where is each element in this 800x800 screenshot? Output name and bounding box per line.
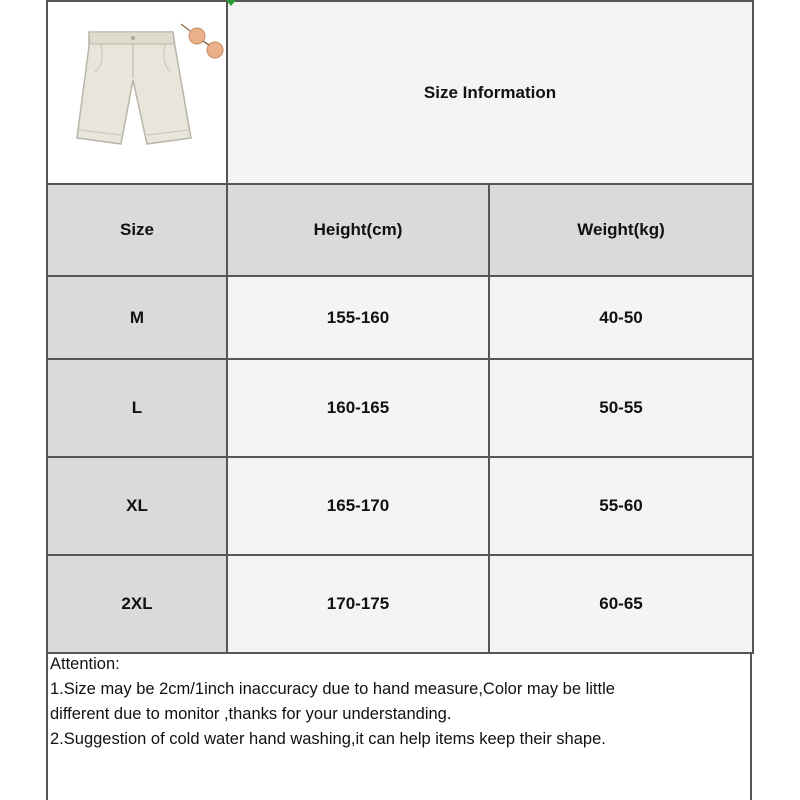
size-label: XL (47, 457, 227, 555)
weight-value: 50-55 (489, 359, 753, 457)
notes-line: different due to monitor ,thanks for your understanding. (50, 705, 452, 723)
column-header-height: Height(cm) (227, 184, 489, 276)
table-row (47, 555, 753, 653)
notes-line: 2.Suggestion of cold water hand washing,it can help items keep their shape. (50, 730, 606, 748)
column-header-size: Size (47, 184, 227, 276)
weight-value: 60-65 (489, 555, 753, 653)
notes-line: 1.Size may be 2cm/1inch inaccuracy due to hand measure,Color may be little (50, 680, 615, 698)
product-photo-cell (47, 1, 227, 184)
table-row (47, 457, 753, 555)
corner-marker-icon (226, 0, 236, 6)
height-value: 160-165 (227, 359, 489, 457)
title-row (47, 1, 753, 184)
column-header-weight: Weight(kg) (489, 184, 753, 276)
size-table (46, 0, 754, 654)
size-label: L (47, 359, 227, 457)
attention-notes (50, 652, 750, 752)
weight-value: 40-50 (489, 276, 753, 359)
table-row (47, 276, 753, 359)
weight-value: 55-60 (489, 457, 753, 555)
table-row (47, 359, 753, 457)
size-label: M (47, 276, 227, 359)
shorts-product-image (49, 2, 225, 178)
size-label: 2XL (47, 555, 227, 653)
height-value: 170-175 (227, 555, 489, 653)
height-value: 155-160 (227, 276, 489, 359)
height-value: 165-170 (227, 457, 489, 555)
header-row (47, 184, 753, 276)
notes-heading: Attention: (50, 655, 120, 673)
page-title: Size Information (227, 1, 753, 184)
